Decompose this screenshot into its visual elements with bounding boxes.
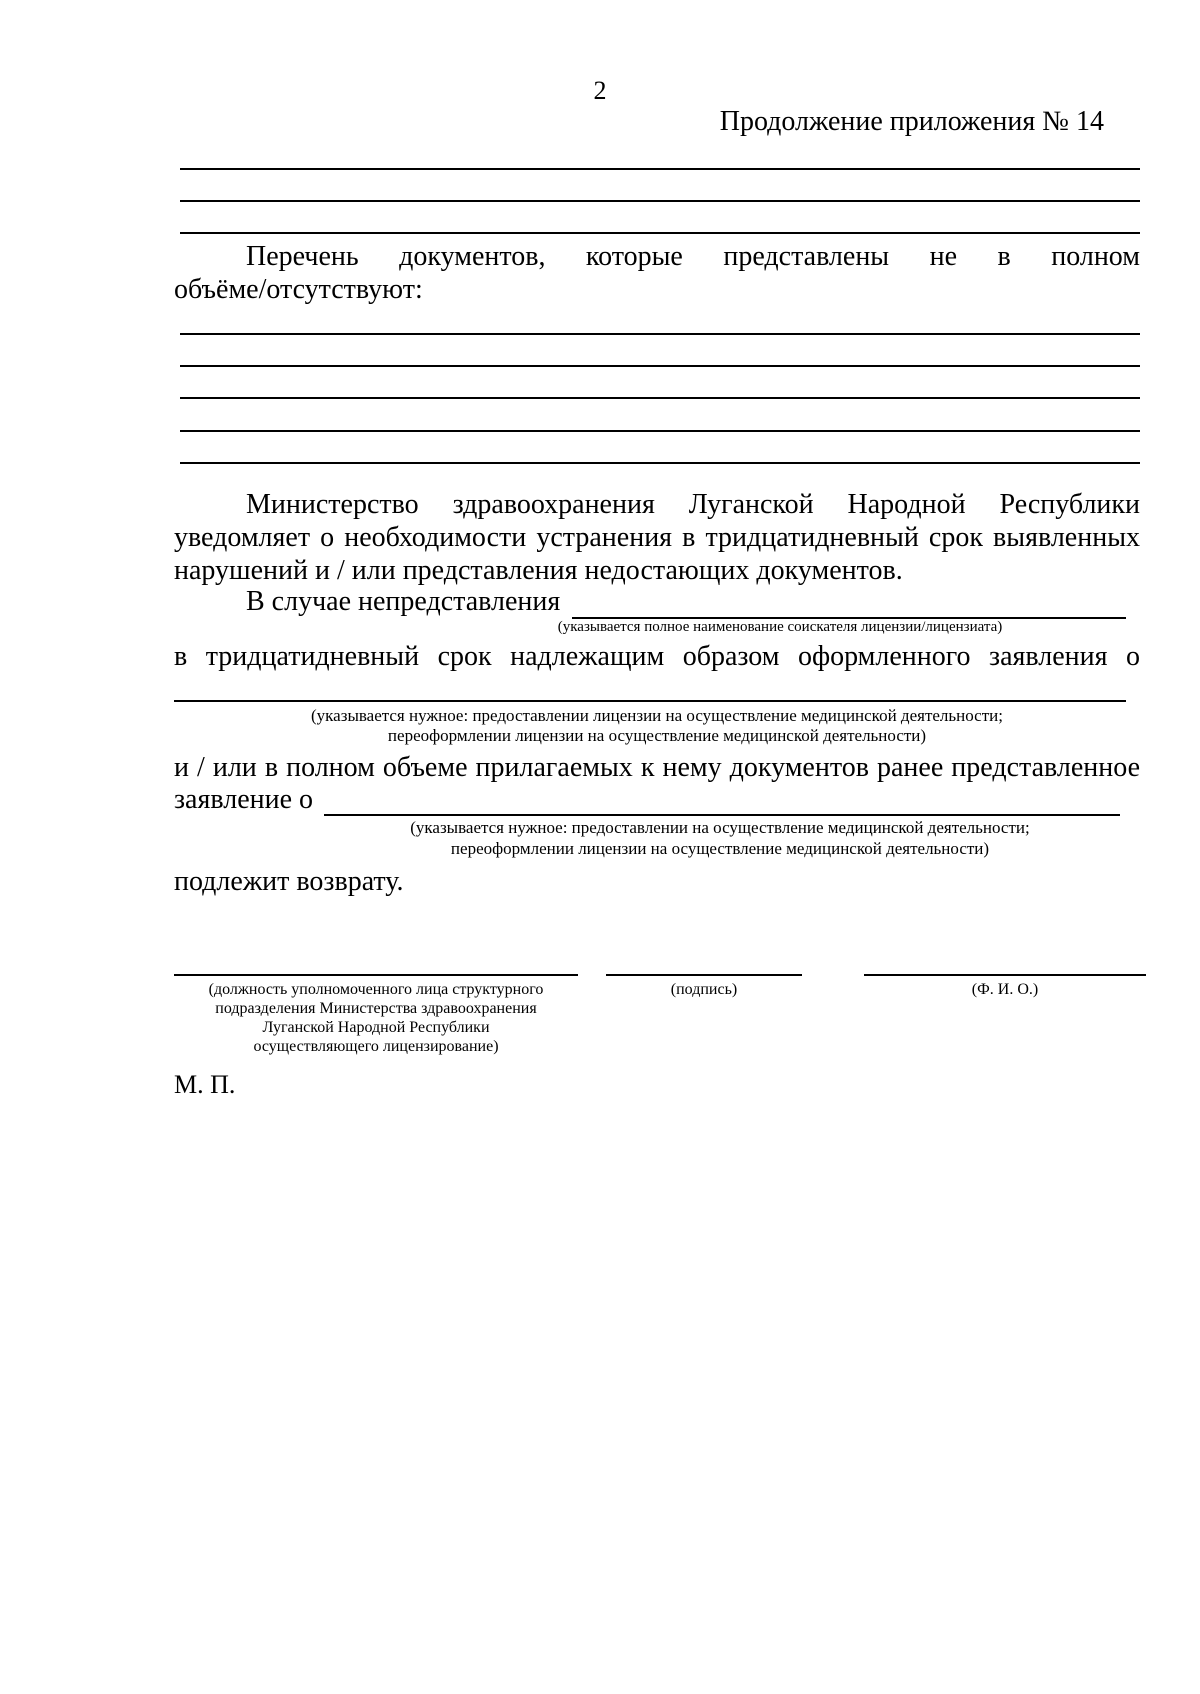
notice-line1: Министерство здравоохранения Луганской Народной Республики xyxy=(246,489,1140,520)
missing-docs-line2: объёме/отсутствуют: xyxy=(174,274,423,305)
blank-line xyxy=(180,232,1140,234)
required-note-2a: (указывается нужное: предоставлении на осуществление медицинской деятельности; xyxy=(410,818,1030,837)
failure-lead: В случае непредставления xyxy=(246,586,561,617)
name-note: (Ф. И. О.) xyxy=(971,981,1039,998)
name-line xyxy=(864,974,1146,976)
blank-line xyxy=(180,462,1140,464)
blank-line xyxy=(180,365,1140,367)
blank-line xyxy=(180,200,1140,202)
notice-line3: нарушений и / или представления недостающих документов. xyxy=(174,555,903,586)
page-number: 2 xyxy=(593,76,607,105)
blank-line xyxy=(180,333,1140,335)
failure-line5: подлежит возврату. xyxy=(174,866,404,897)
position-line xyxy=(174,974,578,976)
application-fill-line xyxy=(174,700,1126,702)
failure-line4-lead: заявление о xyxy=(174,784,314,815)
failure-line3: и / или в полном объеме прилагаемых к нему документов ранее представленное xyxy=(174,752,1140,783)
notice-line2: уведомляет о необходимости устранения в тридцатидневный срок выявленных xyxy=(174,522,1140,553)
required-note-1a: (указывается нужное: предоставлении лицензии на осуществление медицинской деятельности; xyxy=(311,706,1003,725)
blank-line xyxy=(180,397,1140,399)
position-note: (должность уполномоченного лица структурного подразделения Министерства здравоохранения Луганской Народной Республики осуществляющего лицензирование) xyxy=(208,981,544,1055)
appendix-header: Продолжение приложения № 14 xyxy=(719,106,1104,137)
blank-line xyxy=(180,430,1140,432)
blank-line xyxy=(180,168,1140,170)
stamp-place: М. П. xyxy=(174,1070,236,1099)
applicant-note: (указывается полное наименование соискателя лицензии/лицензиата) xyxy=(557,619,1003,635)
missing-docs-line1: Перечень документов, которые представлены не в полном xyxy=(246,241,1140,272)
signature-note: (подпись) xyxy=(670,981,738,998)
failure-line2: в тридцатидневный срок надлежащим образом оформленного заявления о xyxy=(174,641,1140,672)
required-note-1b: переоформлении лицензии на осуществление медицинской деятельности) xyxy=(387,726,927,745)
required-note-2b: переоформлении лицензии на осуществление медицинской деятельности) xyxy=(450,839,990,858)
previous-application-fill-line xyxy=(324,814,1120,816)
signature-line xyxy=(606,974,802,976)
